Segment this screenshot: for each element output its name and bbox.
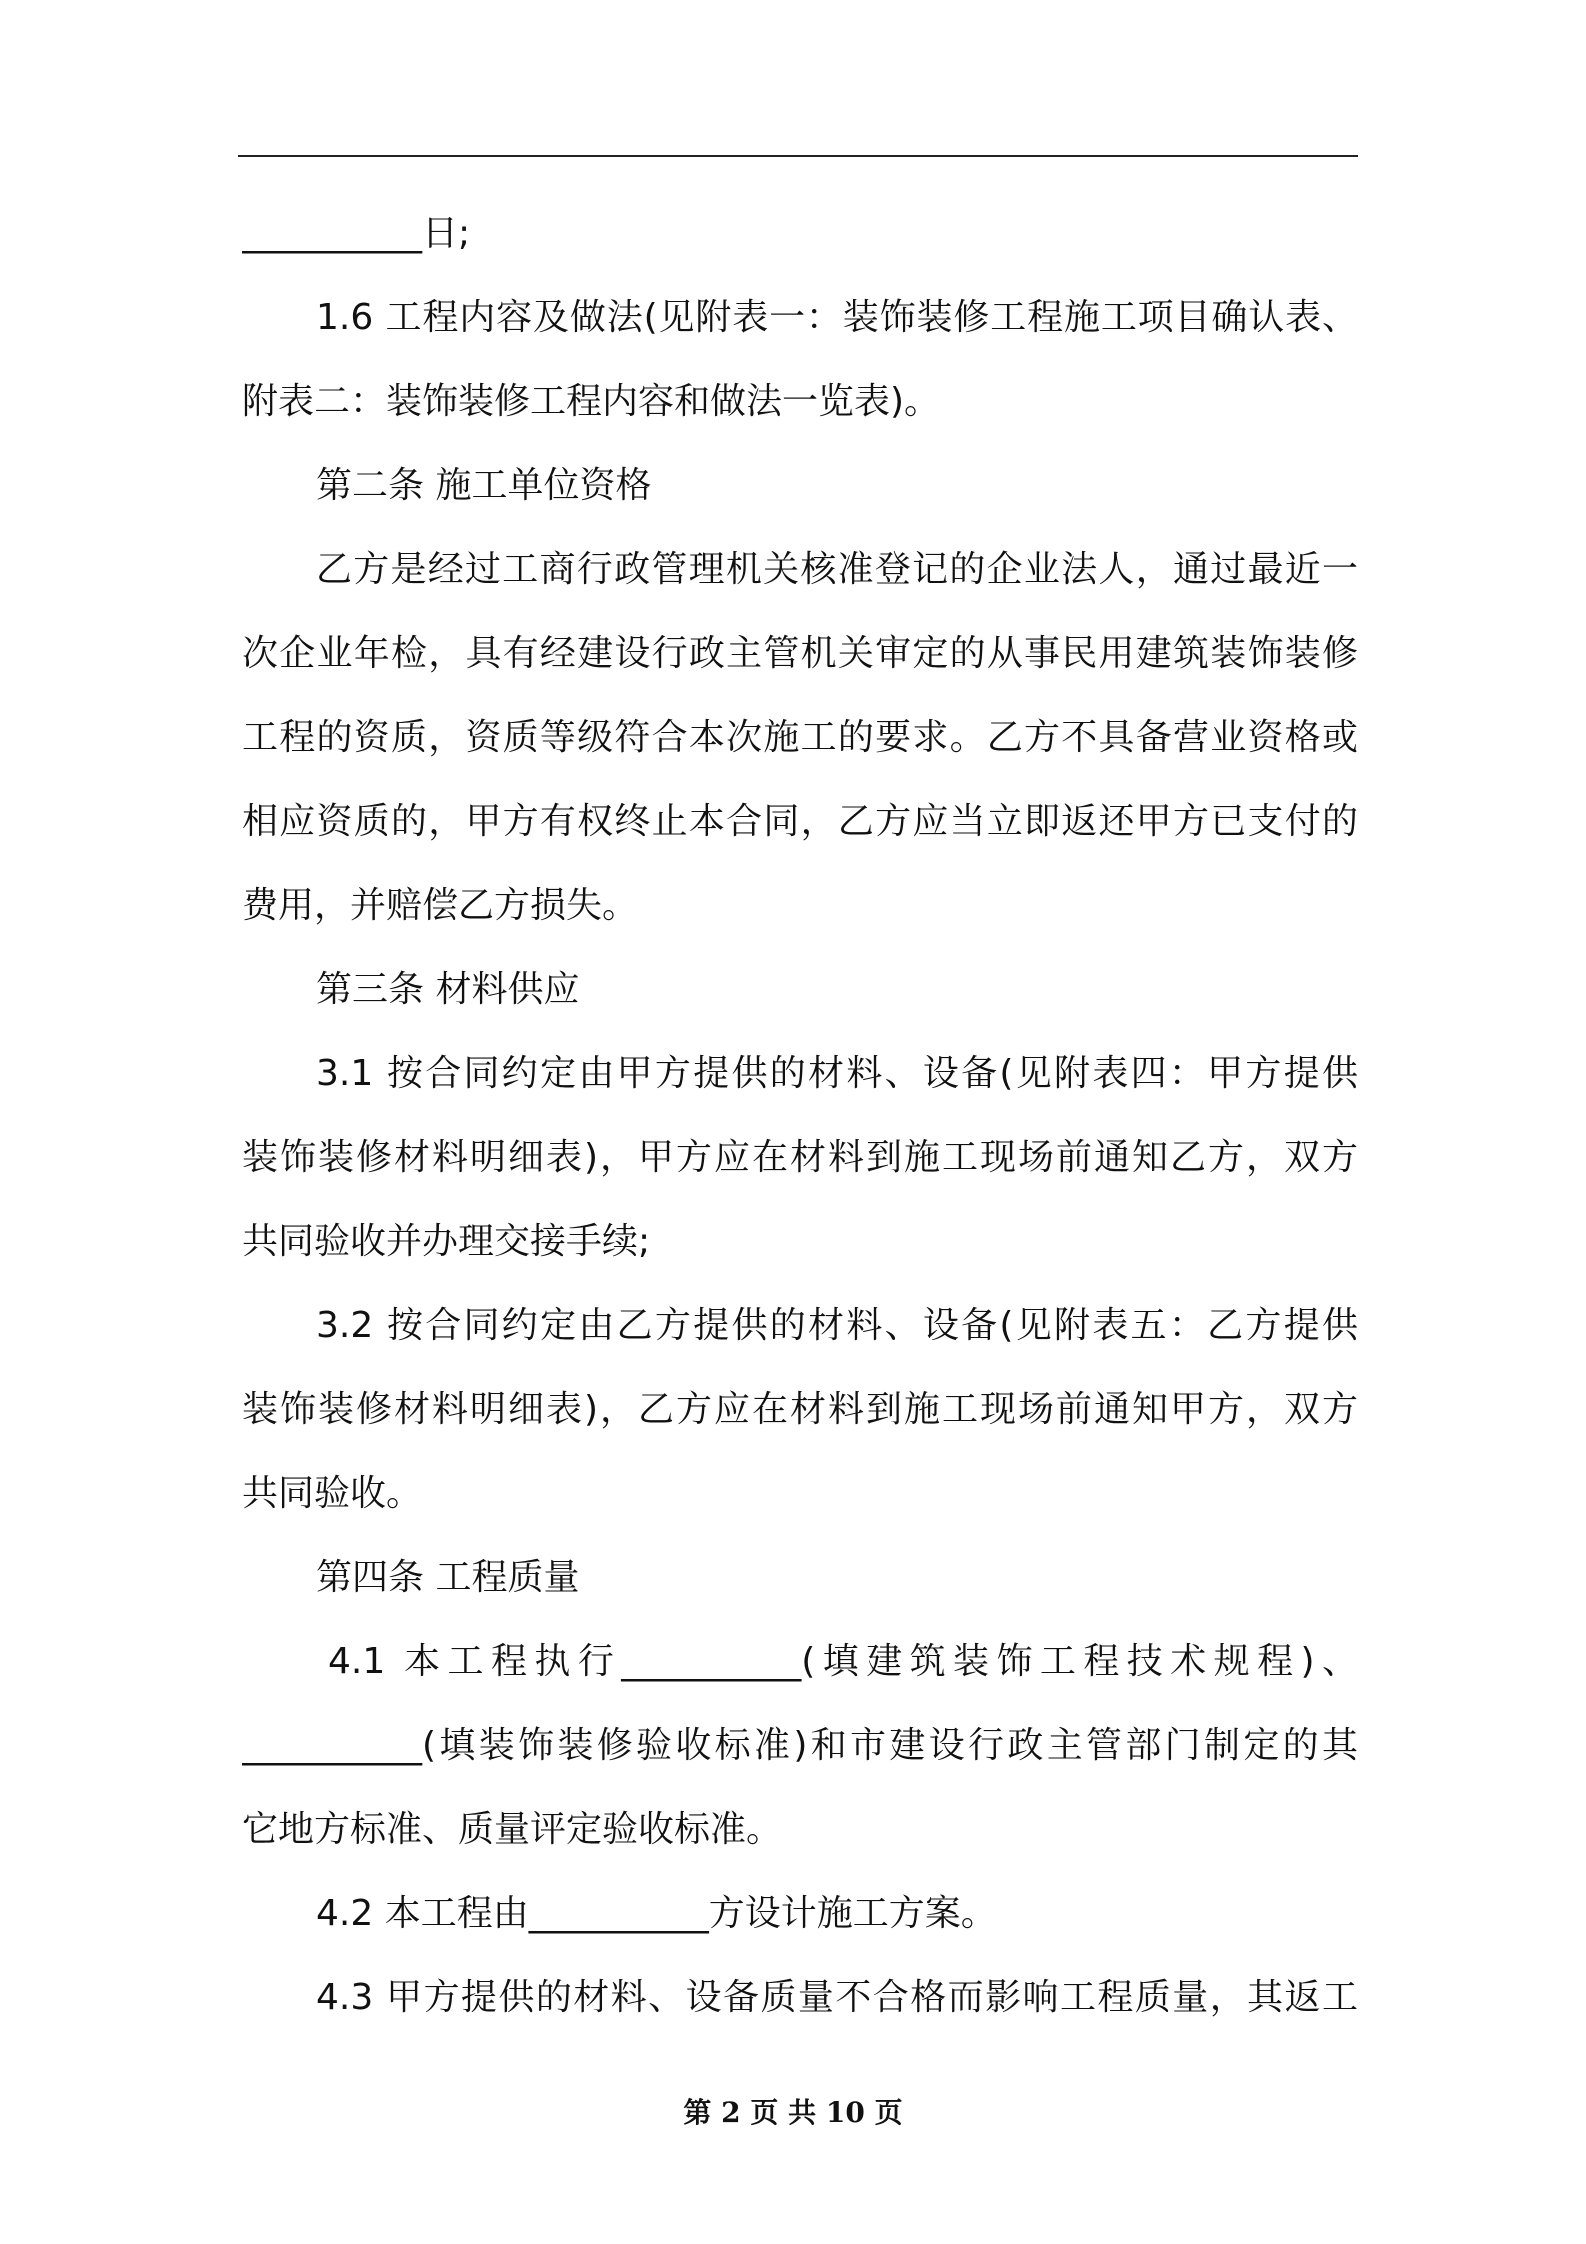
text-line: 1.6 工程内容及做法(见附表一：装饰装修工程施工项目确认表、	[316, 297, 1358, 338]
text-line: 共同验收并办理交接手续;	[242, 1221, 651, 1262]
text-line: 4.1 本工程执行__________(填建筑装饰工程技术规程)、	[328, 1641, 1358, 1682]
header-rule	[238, 155, 1358, 157]
text-line: 附表二：装饰装修工程内容和做法一览表)。	[242, 381, 941, 422]
text-line: __________(填装饰装修验收标准)和市建设行政主管部门制定的其	[242, 1725, 1358, 1766]
text-line: 次企业年检，具有经建设行政主管机关审定的从事民用建筑装饰装修	[242, 633, 1358, 674]
text-line: 工程的资质，资质等级符合本次施工的要求。乙方不具备营业资格或	[242, 717, 1358, 758]
text-line: 4.2 本工程由__________方设计施工方案。	[316, 1893, 997, 1934]
text-line: 3.2 按合同约定由乙方提供的材料、设备(见附表五：乙方提供	[316, 1305, 1358, 1346]
section-heading: 第二条 施工单位资格	[316, 465, 652, 506]
text-line: 共同验收。	[242, 1473, 423, 1514]
text-line: 乙方是经过工商行政管理机关核准登记的企业法人，通过最近一	[316, 549, 1358, 590]
section-heading: 第四条 工程质量	[316, 1557, 580, 1598]
page-number-footer: 第 2 页 共 10 页	[683, 2096, 903, 2129]
text-line: 装饰装修材料明细表)，甲方应在材料到施工现场前通知乙方，双方	[242, 1137, 1358, 1178]
text-line: 相应资质的，甲方有权终止本合同，乙方应当立即返还甲方已支付的	[242, 801, 1358, 842]
text-line: 它地方标准、质量评定验收标准。	[242, 1809, 783, 1850]
text-line: 费用，并赔偿乙方损失。	[242, 885, 639, 926]
text-line: 装饰装修材料明细表)，乙方应在材料到施工现场前通知甲方，双方	[242, 1389, 1358, 1430]
text-line: __________日;	[242, 213, 471, 254]
text-line: 3.1 按合同约定由甲方提供的材料、设备(见附表四：甲方提供	[316, 1053, 1358, 1094]
section-heading: 第三条 材料供应	[316, 969, 580, 1010]
text-line: 4.3 甲方提供的材料、设备质量不合格而影响工程质量，其返工	[316, 1977, 1358, 2018]
